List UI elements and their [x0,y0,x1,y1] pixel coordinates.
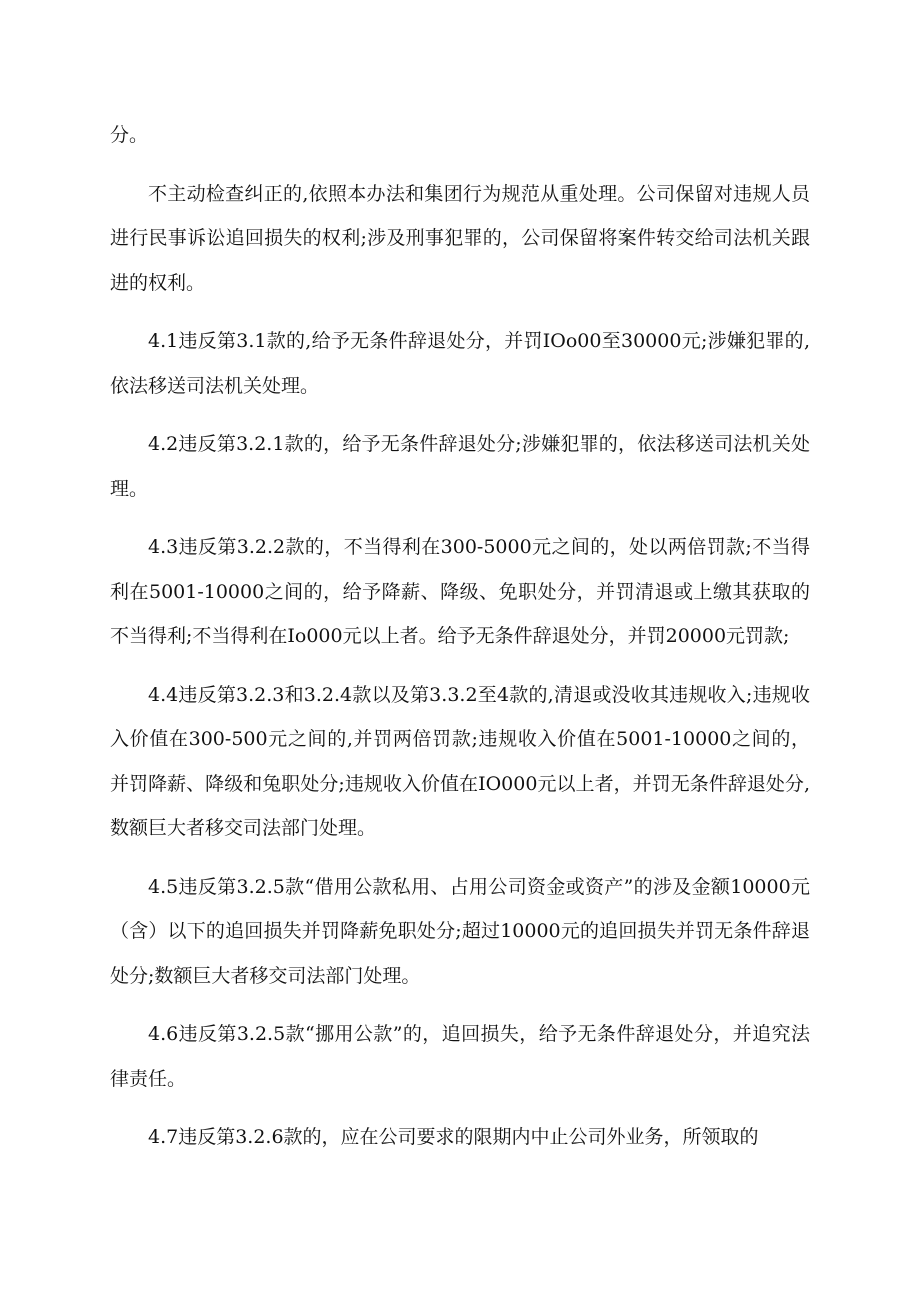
paragraph-intro: 不主动检查纠正的,依照本办法和集团行为规范从重处理。公司保留对违规人员进行民事诉讼追回损失的权利;涉及刑事犯罪的，公司保留将案件转交给司法机关跟进的权利。 [110,182,810,294]
paragraph-continuation: 分。 [110,124,149,146]
paragraph-4-7: 4.7违反第3.2.6款的，应在公司要求的限期内中止公司外业务，所领取的 [148,1126,759,1148]
paragraph-4-2: 4.2违反第3.2.1款的，给予无条件辞退处分;涉嫌犯罪的，依法移送司法机关处理。 [110,433,810,500]
paragraph-4-4: 4.4违反第3.2.3和3.2.4款以及第3.3.2至4款的,清退或没收其违规收入;违规收入价值在300-500元之间的,并罚两倍罚款;违规收入价值在5001-10000之间的，并罚降薪、降级和兔职处分;违规收入价值在IO000元以上者，并罚无条件辞退处分,数额巨大者移交司法部门处理。 [110,683,810,839]
paragraph-4-1: 4.1违反第3.1款的,给予无条件辞退处分，并罚IOo00至30000元;涉嫌犯罪的,依法移送司法机关处理。 [110,330,810,397]
document-body [110,113,810,1174]
paragraph-4-6: 4.6违反第3.2.5款“挪用公款”的，追回损失，给予无条件辞退处分，并追究法律责任。 [110,1023,810,1090]
paragraph-4-3: 4.3违反第3.2.2款的，不当得利在300-5000元之间的，处以两倍罚款;不当得利在5001-10000之间的，给予降薪、降级、免职处分，并罚清退或上缴其获取的不当得利;不当得利在Io000元以上者。给予无条件辞退处分，并罚20000元罚款; [110,536,810,647]
paragraph-4-5: 4.5违反第3.2.5款“借用公款私用、占用公司资金或资产”的涉及金额10000元（含）以下的追回损失并罚降薪免职处分;超过10000元的追回损失并罚无条件辞退处分;数额巨大者移交司法部门处理。 [110,875,810,987]
